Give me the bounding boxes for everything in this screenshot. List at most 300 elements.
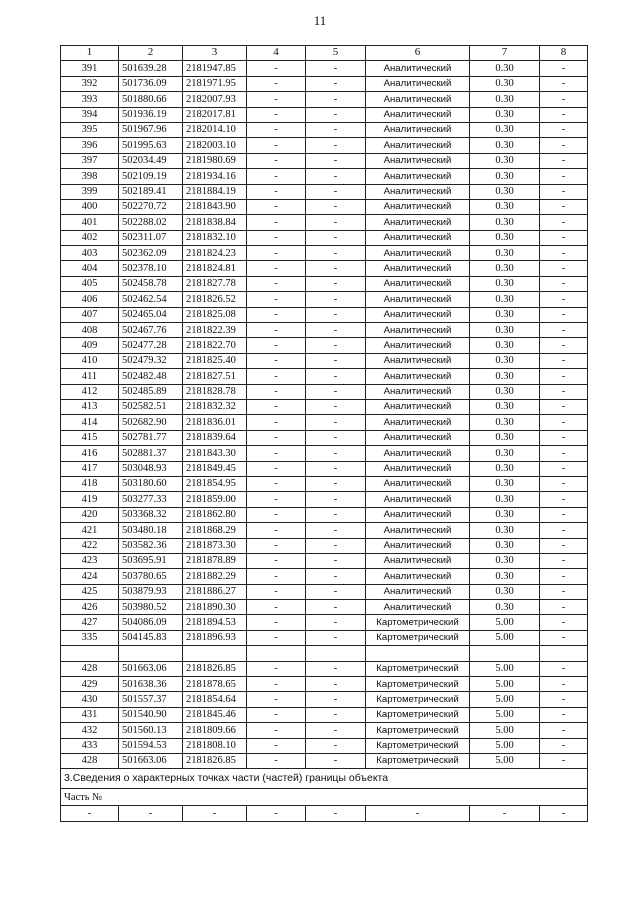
table-cell: 501560.13 xyxy=(119,723,183,738)
table-cell: - xyxy=(306,338,366,353)
table-cell: - xyxy=(247,569,306,584)
table-cell: 2181859.00 xyxy=(183,492,247,507)
table-cell: 0.30 xyxy=(470,153,540,168)
table-row xyxy=(61,353,588,368)
table-cell: Аналитический xyxy=(366,169,470,184)
table-cell: 0.30 xyxy=(470,230,540,245)
table-cell: - xyxy=(306,169,366,184)
table-cell: Аналитический xyxy=(366,292,470,307)
table-header-row xyxy=(61,46,588,61)
table-cell: 403 xyxy=(61,246,119,261)
table-cell: - xyxy=(306,661,366,676)
table-cell: - xyxy=(247,338,306,353)
table-cell: Аналитический xyxy=(366,215,470,230)
table-cell: - xyxy=(247,476,306,491)
table-cell: - xyxy=(183,806,247,821)
table-cell: - xyxy=(306,184,366,199)
table-cell: 0.30 xyxy=(470,369,540,384)
table-cell: - xyxy=(306,76,366,91)
table-row xyxy=(61,584,588,599)
table-cell: 422 xyxy=(61,538,119,553)
table-cell: - xyxy=(306,276,366,291)
table-cell: - xyxy=(540,215,588,230)
table-cell xyxy=(306,646,366,661)
table-cell: - xyxy=(247,600,306,615)
table-row xyxy=(61,630,588,645)
table-cell: - xyxy=(470,806,540,821)
table-cell: 5.00 xyxy=(470,738,540,753)
table-cell: 0.30 xyxy=(470,184,540,199)
table-cell: Аналитический xyxy=(366,184,470,199)
table-cell: - xyxy=(247,169,306,184)
table-cell: Аналитический xyxy=(366,323,470,338)
table-cell: 0.30 xyxy=(470,553,540,568)
table-cell: - xyxy=(306,107,366,122)
table-cell: 2181894.53 xyxy=(183,615,247,630)
table-cell xyxy=(470,646,540,661)
table-row xyxy=(61,806,588,821)
table-cell: - xyxy=(540,76,588,91)
table-cell: 414 xyxy=(61,415,119,430)
table-cell: - xyxy=(540,246,588,261)
table-cell: 2181849.45 xyxy=(183,461,247,476)
part-label: Часть № xyxy=(61,789,588,806)
table-cell: 401 xyxy=(61,215,119,230)
table-cell: - xyxy=(247,723,306,738)
table-cell: 2181980.69 xyxy=(183,153,247,168)
table-cell: - xyxy=(247,677,306,692)
table-cell: - xyxy=(540,138,588,153)
table-cell: 502109.19 xyxy=(119,169,183,184)
table-row xyxy=(61,261,588,276)
table-cell: - xyxy=(247,507,306,522)
table-cell: 2181896.93 xyxy=(183,630,247,645)
table-row xyxy=(61,107,588,122)
table-cell: Картометрический xyxy=(366,677,470,692)
table-cell: - xyxy=(306,215,366,230)
table-row xyxy=(61,338,588,353)
table-cell: - xyxy=(306,738,366,753)
table-cell: 392 xyxy=(61,76,119,91)
table-cell: - xyxy=(247,307,306,322)
table-cell: - xyxy=(540,446,588,461)
table-cell: 504145.83 xyxy=(119,630,183,645)
table-body xyxy=(61,46,588,822)
table-cell: - xyxy=(306,430,366,445)
table-cell: - xyxy=(540,738,588,753)
table-cell: Картометрический xyxy=(366,753,470,768)
table-cell: - xyxy=(247,523,306,538)
table-cell: - xyxy=(540,707,588,722)
table-row xyxy=(61,507,588,522)
table-cell: 2181845.46 xyxy=(183,707,247,722)
table-cell: Аналитический xyxy=(366,153,470,168)
table-row xyxy=(61,692,588,707)
table-row xyxy=(61,415,588,430)
table-cell: 501995.63 xyxy=(119,138,183,153)
table-cell: 0.30 xyxy=(470,307,540,322)
table-cell xyxy=(61,646,119,661)
table-cell: 2182003.10 xyxy=(183,138,247,153)
table-cell: 0.30 xyxy=(470,384,540,399)
table-cell: - xyxy=(306,806,366,821)
table-cell: Аналитический xyxy=(366,384,470,399)
table-cell: - xyxy=(540,307,588,322)
table-cell: - xyxy=(540,584,588,599)
table-cell: - xyxy=(247,753,306,768)
table-row xyxy=(61,446,588,461)
table-cell: 5.00 xyxy=(470,630,540,645)
table-cell: - xyxy=(540,753,588,768)
table-cell: 0.30 xyxy=(470,507,540,522)
table-cell: 502482.48 xyxy=(119,369,183,384)
table-cell: - xyxy=(306,369,366,384)
table-cell: 430 xyxy=(61,692,119,707)
table-row xyxy=(61,738,588,753)
table-cell: Аналитический xyxy=(366,61,470,76)
table-cell: 432 xyxy=(61,723,119,738)
table-cell: 0.30 xyxy=(470,538,540,553)
table-cell: 2181826.52 xyxy=(183,292,247,307)
table-cell: 2181825.40 xyxy=(183,353,247,368)
table-cell: 428 xyxy=(61,753,119,768)
table-cell: Аналитический xyxy=(366,476,470,491)
table-cell: 0.30 xyxy=(470,523,540,538)
table-cell: - xyxy=(306,446,366,461)
table-cell: - xyxy=(540,338,588,353)
table-cell: 2181868.29 xyxy=(183,523,247,538)
table-cell: 0.30 xyxy=(470,430,540,445)
table-cell: - xyxy=(247,738,306,753)
table-cell: 502781.77 xyxy=(119,430,183,445)
table-cell: Картометрический xyxy=(366,692,470,707)
table-cell: Аналитический xyxy=(366,307,470,322)
table-cell: 410 xyxy=(61,353,119,368)
section-title-row xyxy=(61,769,588,789)
table-cell: - xyxy=(306,476,366,491)
table-cell: 503879.93 xyxy=(119,584,183,599)
table-cell: 2181886.27 xyxy=(183,584,247,599)
table-cell: - xyxy=(247,76,306,91)
table-cell: 502485.89 xyxy=(119,384,183,399)
table-cell: 502467.76 xyxy=(119,323,183,338)
table-cell: - xyxy=(247,492,306,507)
table-cell: 407 xyxy=(61,307,119,322)
table-cell: 393 xyxy=(61,92,119,107)
table-cell: 431 xyxy=(61,707,119,722)
table-cell: - xyxy=(247,215,306,230)
table-cell: Аналитический xyxy=(366,138,470,153)
table-cell: - xyxy=(540,292,588,307)
table-cell: 400 xyxy=(61,199,119,214)
table-cell: 2181822.39 xyxy=(183,323,247,338)
table-cell: - xyxy=(247,584,306,599)
table-cell: 502881.37 xyxy=(119,446,183,461)
table-cell: Аналитический xyxy=(366,246,470,261)
table-cell: - xyxy=(540,276,588,291)
table-cell: - xyxy=(247,230,306,245)
table-cell: 0.30 xyxy=(470,92,540,107)
table-cell: - xyxy=(540,538,588,553)
table-cell: Аналитический xyxy=(366,230,470,245)
table-cell: - xyxy=(247,276,306,291)
table-cell: - xyxy=(306,307,366,322)
table-cell: 2181854.95 xyxy=(183,476,247,491)
table-cell: - xyxy=(306,584,366,599)
table-cell xyxy=(119,646,183,661)
table-cell: 0.30 xyxy=(470,399,540,414)
table-cell: - xyxy=(540,184,588,199)
table-cell: 2181884.19 xyxy=(183,184,247,199)
table-cell: - xyxy=(540,723,588,738)
table-cell: 2181873.30 xyxy=(183,538,247,553)
table-cell: 2181832.32 xyxy=(183,399,247,414)
table-cell: 501638.36 xyxy=(119,677,183,692)
column-header: 5 xyxy=(306,46,366,61)
table-cell: 0.30 xyxy=(470,107,540,122)
table-cell: - xyxy=(306,138,366,153)
table-cell xyxy=(247,646,306,661)
table-cell: 502311.07 xyxy=(119,230,183,245)
table-cell: 0.30 xyxy=(470,246,540,261)
table-cell xyxy=(366,646,470,661)
table-cell: 335 xyxy=(61,630,119,645)
table-row xyxy=(61,246,588,261)
table-cell: Аналитический xyxy=(366,261,470,276)
table-cell: - xyxy=(306,600,366,615)
table-cell: - xyxy=(306,753,366,768)
table-cell: Аналитический xyxy=(366,569,470,584)
table-row xyxy=(61,92,588,107)
table-cell: 419 xyxy=(61,492,119,507)
table-cell: 501736.09 xyxy=(119,76,183,91)
table-cell: - xyxy=(306,153,366,168)
table-cell: - xyxy=(247,246,306,261)
table-cell: 411 xyxy=(61,369,119,384)
table-cell: 503980.52 xyxy=(119,600,183,615)
table-cell: - xyxy=(306,122,366,137)
table-cell: - xyxy=(306,461,366,476)
table-cell: 502479.32 xyxy=(119,353,183,368)
table-cell: 0.30 xyxy=(470,199,540,214)
table-cell: 503780.65 xyxy=(119,569,183,584)
table-cell: Аналитический xyxy=(366,584,470,599)
column-header: 2 xyxy=(119,46,183,61)
page-number: 11 xyxy=(313,13,327,28)
table-row xyxy=(61,553,588,568)
table-cell: 5.00 xyxy=(470,615,540,630)
table-cell: - xyxy=(540,476,588,491)
table-cell: 0.30 xyxy=(470,122,540,137)
table-cell: 2182007.93 xyxy=(183,92,247,107)
table-row xyxy=(61,307,588,322)
table-cell: Аналитический xyxy=(366,369,470,384)
table-cell: 504086.09 xyxy=(119,615,183,630)
table-cell: 402 xyxy=(61,230,119,245)
table-cell: - xyxy=(61,806,119,821)
table-row xyxy=(61,661,588,676)
table-cell: - xyxy=(540,615,588,630)
table-cell: 2181878.89 xyxy=(183,553,247,568)
table-cell: - xyxy=(540,430,588,445)
table-cell: Аналитический xyxy=(366,461,470,476)
table-cell: - xyxy=(540,415,588,430)
table-cell: 0.30 xyxy=(470,446,540,461)
table-cell: Аналитический xyxy=(366,523,470,538)
table-cell: - xyxy=(247,553,306,568)
table-cell: - xyxy=(247,538,306,553)
table-cell: Аналитический xyxy=(366,507,470,522)
table-cell: 2181826.85 xyxy=(183,753,247,768)
table-cell: - xyxy=(247,430,306,445)
table-cell: - xyxy=(306,399,366,414)
table-cell: - xyxy=(247,199,306,214)
table-cell: Аналитический xyxy=(366,430,470,445)
table-cell: 501540.90 xyxy=(119,707,183,722)
table-cell: - xyxy=(306,61,366,76)
table-cell: 0.30 xyxy=(470,415,540,430)
table-cell: - xyxy=(540,369,588,384)
table-cell: 413 xyxy=(61,399,119,414)
table-cell: 397 xyxy=(61,153,119,168)
table-cell: - xyxy=(247,138,306,153)
table-cell: - xyxy=(306,507,366,522)
table-row xyxy=(61,61,588,76)
table-cell: 2181878.65 xyxy=(183,677,247,692)
table-cell: - xyxy=(540,806,588,821)
table-cell: 5.00 xyxy=(470,692,540,707)
table-cell: 415 xyxy=(61,430,119,445)
column-header: 6 xyxy=(366,46,470,61)
table-cell: - xyxy=(540,523,588,538)
table-cell: 0.30 xyxy=(470,276,540,291)
table-cell: - xyxy=(540,92,588,107)
table-cell: - xyxy=(247,153,306,168)
column-header: 1 xyxy=(61,46,119,61)
table-cell: Аналитический xyxy=(366,338,470,353)
table-cell: 427 xyxy=(61,615,119,630)
table-cell: - xyxy=(247,806,306,821)
table-row xyxy=(61,276,588,291)
table-row xyxy=(61,384,588,399)
table-cell: - xyxy=(247,461,306,476)
table-cell: 2181825.08 xyxy=(183,307,247,322)
table-cell: Аналитический xyxy=(366,415,470,430)
table-cell: - xyxy=(306,707,366,722)
table-cell: - xyxy=(247,353,306,368)
table-cell: - xyxy=(247,107,306,122)
table-cell: - xyxy=(540,461,588,476)
table-cell: Аналитический xyxy=(366,353,470,368)
table-cell: - xyxy=(306,553,366,568)
table-row xyxy=(61,569,588,584)
table-cell: 502189.41 xyxy=(119,184,183,199)
table-cell: - xyxy=(247,615,306,630)
table-cell: 426 xyxy=(61,600,119,615)
table-row xyxy=(61,199,588,214)
table-cell: - xyxy=(540,661,588,676)
part-label-row xyxy=(61,789,588,806)
table-cell: - xyxy=(306,199,366,214)
table-cell: 0.30 xyxy=(470,584,540,599)
table-cell: - xyxy=(247,323,306,338)
table-cell: 0.30 xyxy=(470,338,540,353)
table-cell: 433 xyxy=(61,738,119,753)
table-cell: 502682.90 xyxy=(119,415,183,430)
table-cell: 2182017.81 xyxy=(183,107,247,122)
table-cell: - xyxy=(247,415,306,430)
table-cell: - xyxy=(366,806,470,821)
table-cell: 502034.49 xyxy=(119,153,183,168)
table-cell: 501639.28 xyxy=(119,61,183,76)
table-cell: 502378.10 xyxy=(119,261,183,276)
table-cell: 502270.72 xyxy=(119,199,183,214)
table-cell: - xyxy=(540,199,588,214)
table-cell: 0.30 xyxy=(470,476,540,491)
table-cell: Аналитический xyxy=(366,76,470,91)
table-cell: - xyxy=(540,230,588,245)
column-header: 4 xyxy=(247,46,306,61)
table-cell: - xyxy=(247,692,306,707)
table-row xyxy=(61,122,588,137)
table-cell: - xyxy=(306,292,366,307)
table-cell: - xyxy=(247,446,306,461)
table-cell: - xyxy=(306,261,366,276)
table-cell: 0.30 xyxy=(470,215,540,230)
table-cell: - xyxy=(540,399,588,414)
column-header: 8 xyxy=(540,46,588,61)
table-row xyxy=(61,707,588,722)
table-cell: 503048.93 xyxy=(119,461,183,476)
table-cell: 2182014.10 xyxy=(183,122,247,137)
table-cell: 2181824.81 xyxy=(183,261,247,276)
column-header: 3 xyxy=(183,46,247,61)
table-cell xyxy=(183,646,247,661)
table-cell: 503480.18 xyxy=(119,523,183,538)
table-cell: 398 xyxy=(61,169,119,184)
table-cell: Аналитический xyxy=(366,600,470,615)
table-cell: 2181832.10 xyxy=(183,230,247,245)
table-cell: 5.00 xyxy=(470,723,540,738)
table-cell: - xyxy=(306,415,366,430)
table-cell: 2181827.78 xyxy=(183,276,247,291)
table-row xyxy=(61,600,588,615)
table-cell: - xyxy=(540,569,588,584)
table-cell: 0.30 xyxy=(470,353,540,368)
table-cell: 5.00 xyxy=(470,661,540,676)
table-cell: 408 xyxy=(61,323,119,338)
table-cell: 394 xyxy=(61,107,119,122)
table-row xyxy=(61,184,588,199)
table-cell: - xyxy=(540,384,588,399)
table-cell: 424 xyxy=(61,569,119,584)
table-cell: 503582.36 xyxy=(119,538,183,553)
table-cell: 5.00 xyxy=(470,707,540,722)
table-cell: 0.30 xyxy=(470,323,540,338)
table-row xyxy=(61,538,588,553)
table-cell: 0.30 xyxy=(470,461,540,476)
table-cell: 2181947.85 xyxy=(183,61,247,76)
table-cell: 416 xyxy=(61,446,119,461)
table-cell: 429 xyxy=(61,677,119,692)
table-cell: 2181836.01 xyxy=(183,415,247,430)
table-cell: - xyxy=(247,707,306,722)
table-cell: Аналитический xyxy=(366,107,470,122)
table-cell: 503180.60 xyxy=(119,476,183,491)
table-cell: - xyxy=(540,61,588,76)
table-cell: - xyxy=(306,492,366,507)
table-cell: 501967.96 xyxy=(119,122,183,137)
